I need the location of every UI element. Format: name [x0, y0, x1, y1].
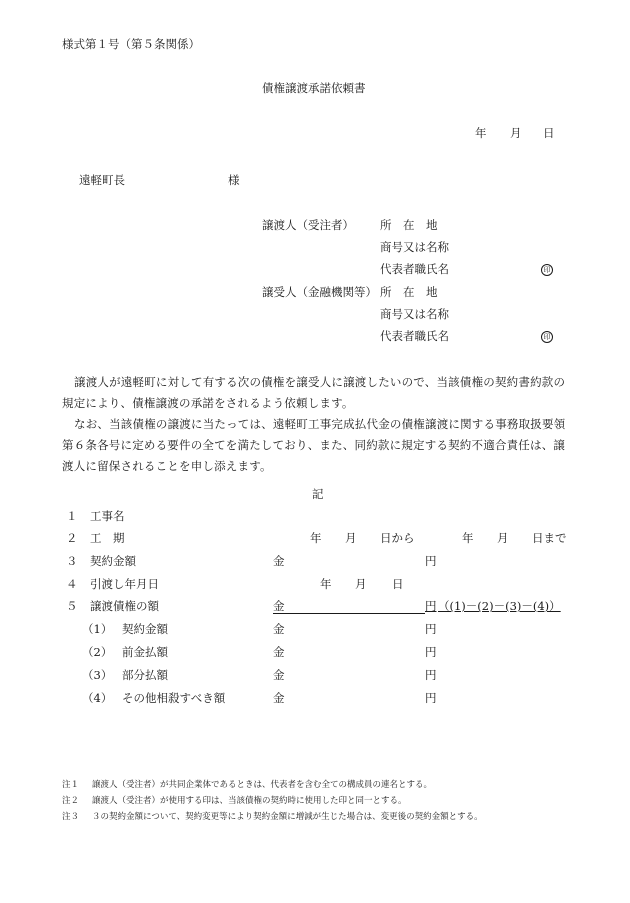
subitem-en: 円 [425, 668, 437, 682]
period-end-year: 年 [462, 531, 474, 545]
subitem-number: （1） [82, 622, 113, 636]
subitem-label: 契約金額 [122, 622, 168, 636]
subitem-kin: 金 [273, 691, 285, 705]
item-number: １ [66, 509, 78, 523]
assignee-rep-label: 代表者職氏名 [380, 329, 449, 343]
note-label: 注３ [62, 812, 80, 822]
subitem-label: 部分払額 [122, 668, 168, 682]
addressee-name: 遠軽町長 [79, 173, 125, 187]
form-number: 様式第１号（第５条関係） [62, 37, 200, 51]
note-text: ３の契約金額について、契約変更等により契約金額に増減が生じた場合は、変更後の契約金額とする。 [92, 812, 483, 822]
period-end-day: 日まで [532, 531, 567, 545]
assignee-address-label: 所 在 地 [380, 285, 438, 299]
period-start-month: 月 [345, 531, 357, 545]
assignor-company-label: 商号又は名称 [380, 240, 449, 254]
subitem-en: 円 [425, 645, 437, 659]
subitem-en: 円 [425, 622, 437, 636]
body-paragraph-2: なお、当該債権の譲渡に当たっては、遠軽町工事完成払代金の債権譲渡に関する事務取扱要領第６条各号に定める要件の全てを満たしており、また、同約款に規定する契約不適合責任は、譲渡人に留保されることを申し添えます。 [62, 417, 566, 473]
assignor-label: 譲渡人（受注者） [262, 218, 354, 232]
date-year: 年 [475, 126, 487, 140]
assignee-label: 譲受人（金融機関等） [262, 285, 377, 299]
assignee-seal-mark: 印 [541, 331, 553, 343]
period-start-day: 日から [380, 531, 415, 545]
date-day: 日 [543, 126, 555, 140]
item-label: 譲渡債権の額 [90, 599, 159, 613]
amount-en: 円 [425, 554, 437, 568]
amount-kin: 金 [273, 554, 285, 568]
item-label: 工 期 [90, 531, 125, 545]
date-month: 月 [510, 126, 522, 140]
document-title: 債権譲渡承諾依頼書 [262, 81, 366, 95]
body-paragraph-1: 譲渡人が遠軽町に対して有する次の債権を譲受人に譲渡したいので、当該債権の契約書約款の規定により、債権譲渡の承諾をされるよう依頼します。 [62, 375, 566, 410]
record-label: 記 [312, 487, 324, 501]
item-label: 引渡し年月日 [90, 577, 159, 591]
subitem-kin: 金 [273, 645, 285, 659]
delivery-month: 月 [355, 577, 367, 591]
note-text: 譲渡人（受注者）が使用する印は、当該債権の契約時に使用した印と同一とする。 [92, 796, 407, 806]
item-number: ４ [66, 577, 78, 591]
item-number: ５ [66, 599, 78, 613]
assignor-address-label: 所 在 地 [380, 218, 438, 232]
period-end-month: 月 [497, 531, 509, 545]
addressee-honorific: 様 [228, 173, 240, 187]
item-label: 契約金額 [90, 554, 136, 568]
amount-kin: 金 [273, 599, 285, 613]
assignor-seal-mark: 印 [541, 264, 553, 276]
subitem-number: （3） [82, 668, 113, 682]
period-start-year: 年 [310, 531, 322, 545]
subitem-en: 円 [425, 691, 437, 705]
subitem-number: （4） [82, 691, 113, 705]
assignee-company-label: 商号又は名称 [380, 307, 449, 321]
subitem-label: 前金払額 [122, 645, 168, 659]
assignor-rep-label: 代表者職氏名 [380, 262, 449, 276]
amount-en: 円 [425, 599, 437, 613]
item-number: ３ [66, 554, 78, 568]
subitem-label: その他相殺すべき額 [122, 691, 226, 705]
subitem-kin: 金 [273, 622, 285, 636]
subitem-kin: 金 [273, 668, 285, 682]
note-label: 注２ [62, 796, 80, 806]
amount-underline [273, 613, 425, 614]
delivery-year: 年 [320, 577, 332, 591]
amount-formula: （(1)－(2)－(3)－(4)） [438, 599, 561, 613]
item-label: 工事名 [90, 509, 125, 523]
delivery-day: 日 [392, 577, 404, 591]
subitem-number: （2） [82, 645, 113, 659]
item-number: ２ [66, 531, 78, 545]
note-text: 譲渡人（受注者）が共同企業体であるときは、代表者を含む全ての構成員の連名とする。 [92, 780, 433, 790]
note-label: 注１ [62, 780, 80, 790]
